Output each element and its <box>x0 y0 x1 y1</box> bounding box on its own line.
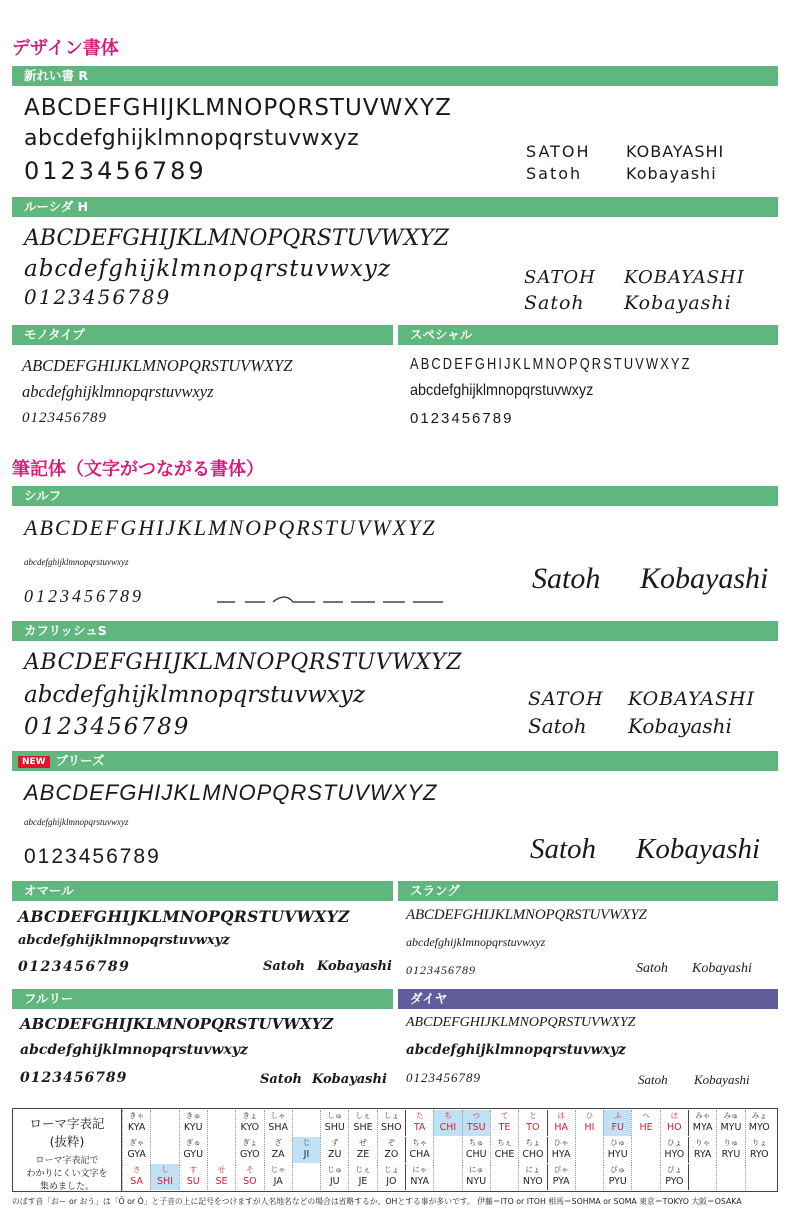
romaji-latin: CHU <box>465 1149 487 1160</box>
romaji-latin: JE <box>358 1176 368 1187</box>
sylph-sample-4: Kobayashi <box>640 562 769 595</box>
romaji-latin: JO <box>386 1176 397 1187</box>
calli-lower: abcdefghijklmnopqrstuvwxyz <box>24 682 366 708</box>
romaji-latin: RYU <box>721 1149 741 1160</box>
romaji-cell <box>462 1164 490 1190</box>
romaji-cell <box>688 1164 716 1190</box>
romaji-cell <box>575 1137 603 1163</box>
special-digits: 0123456789 <box>410 410 514 427</box>
breeze-upper: ABCDEFGHIJKLMNOPQRSTUVWXYZ <box>24 780 438 805</box>
omar-digits: 0123456789 <box>18 959 131 975</box>
mono-digits: 0123456789 <box>22 410 107 426</box>
romaji-latin: CHI <box>439 1122 457 1133</box>
romaji-cell <box>547 1110 575 1136</box>
calli-sample-1: SATOH <box>528 688 604 710</box>
romaji-kana: きょ <box>242 1111 258 1120</box>
romaji-kana: ふ <box>613 1111 622 1120</box>
romaji-latin: SE <box>215 1176 228 1187</box>
romaji-latin: KYA <box>127 1122 146 1133</box>
romaji-cell <box>688 1137 716 1163</box>
romaji-cell <box>150 1110 178 1136</box>
shinrei-digits: 0123456789 <box>24 157 207 185</box>
romaji-cell <box>631 1137 659 1163</box>
romaji-title: ローマ字表記 <box>29 1116 105 1131</box>
romaji-latin: JI <box>303 1149 310 1160</box>
romaji-kana: つ <box>472 1111 480 1120</box>
romaji-kana: きゅ <box>185 1111 201 1120</box>
calli-sample-3: Satoh <box>528 714 587 738</box>
romaji-cell <box>603 1164 631 1190</box>
romaji-kana: にゃ <box>412 1165 428 1174</box>
fullry-sample-4: Kobayashi <box>312 1072 387 1087</box>
romaji-latin: MYA <box>692 1122 713 1133</box>
calli-digits: 0123456789 <box>24 714 191 740</box>
romaji-intro <box>13 1109 122 1191</box>
romaji-latin: ZE <box>356 1149 370 1160</box>
sylph-sample-3: Satoh <box>532 562 601 595</box>
lucida-sample-2: KOBAYASHI <box>624 267 745 288</box>
romaji-kana: ぴょ <box>666 1165 682 1174</box>
romaji-cell <box>660 1137 688 1163</box>
bar-omar: オマール <box>12 881 393 901</box>
romaji-cell <box>320 1110 348 1136</box>
romaji-latin: SHO <box>381 1122 402 1133</box>
bar-sylph: シルフ <box>12 486 778 506</box>
romaji-kana: ちぇ <box>497 1138 513 1147</box>
slang-digits: 0123456789 <box>406 963 476 977</box>
fullry-upper: ABCDEFGHIJKLMNOPQRSTUVWXYZ <box>20 1015 334 1033</box>
slang-upper: ABCDEFGHIJKLMNOPQRSTUVWXYZ <box>406 907 647 923</box>
heading-script-fonts: 筆記体（文字がつながる書体） <box>12 459 264 480</box>
romaji-latin: JA <box>273 1176 283 1187</box>
romaji-latin: GYA <box>127 1149 146 1160</box>
mono-upper: ABCDEFGHIJKLMNOPQRSTUVWXYZ <box>22 356 293 375</box>
romaji-cell <box>631 1110 659 1136</box>
romaji-kana: ちょ <box>525 1138 541 1147</box>
romaji-latin: SHE <box>353 1122 373 1133</box>
romaji-kana: しょ <box>383 1111 399 1120</box>
diana-digits: 0123456789 <box>406 1070 481 1085</box>
romaji-cell <box>207 1164 235 1190</box>
romaji-latin: NYO <box>522 1176 543 1187</box>
romaji-kana: しゅ <box>327 1111 343 1120</box>
mono-lower: abcdefghijklmnopqrstuvwxyz <box>22 382 214 401</box>
romaji-cell <box>207 1110 235 1136</box>
romaji-cell <box>603 1137 631 1163</box>
romaji-cell <box>235 1164 263 1190</box>
romaji-kana: にょ <box>525 1165 541 1174</box>
romaji-latin: MYO <box>748 1122 770 1133</box>
romaji-kana: ひゅ <box>610 1138 626 1147</box>
romaji-cell <box>490 1110 518 1136</box>
romaji-cell <box>433 1137 461 1163</box>
romaji-kana: ちゅ <box>468 1138 484 1147</box>
romaji-cell <box>518 1110 546 1136</box>
romaji-kana: ちゃ <box>412 1138 428 1147</box>
romaji-cell <box>377 1137 405 1163</box>
romaji-latin: MYU <box>720 1122 742 1133</box>
romaji-cell <box>377 1110 405 1136</box>
romaji-kana: す <box>189 1165 197 1174</box>
romaji-cell <box>264 1110 292 1136</box>
shinrei-sample-1: SATOH <box>526 142 591 161</box>
romaji-cell <box>235 1137 263 1163</box>
lucida-upper: ABCDEFGHIJKLMNOPQRSTUVWXYZ <box>24 226 450 251</box>
romaji-kana: ぞ <box>387 1138 396 1147</box>
romaji-kana: ほ <box>670 1111 679 1120</box>
bar-special: スペシャル <box>398 325 778 345</box>
romaji-cell <box>292 1137 320 1163</box>
bar-shinrei: 新れい書 R <box>12 66 778 86</box>
romaji-kana: ず <box>330 1138 339 1147</box>
romaji-latin: FU <box>611 1122 624 1133</box>
romaji-latin: GYU <box>183 1149 204 1160</box>
romaji-latin: HE <box>639 1122 653 1133</box>
romaji-kana: は <box>557 1111 565 1120</box>
romaji-cell <box>235 1110 263 1136</box>
sylph-lower: abcdefghijklmnopqrstuvwxyz <box>24 557 129 567</box>
romaji-latin: RYA <box>693 1149 712 1160</box>
romaji-kana: ぎゃ <box>129 1138 145 1147</box>
romaji-cell <box>547 1137 575 1163</box>
romaji-kana: ひ <box>585 1111 594 1120</box>
romaji-latin: GYO <box>240 1149 260 1160</box>
romaji-latin: RYO <box>749 1149 769 1160</box>
romaji-latin: ZO <box>384 1149 399 1160</box>
special-lower: abcdefghijklmnopqrstuvwxyz <box>410 382 594 399</box>
romaji-cell <box>660 1110 688 1136</box>
shinrei-lower: abcdefghijklmnopqrstuvwxyz <box>24 126 360 151</box>
romaji-kana: し <box>161 1165 169 1174</box>
romaji-latin: TA <box>413 1122 426 1133</box>
romaji-latin: NYU <box>466 1176 487 1187</box>
romaji-cell <box>377 1164 405 1190</box>
romaji-kana: しゃ <box>270 1111 286 1120</box>
romaji-note-3: 集めました。 <box>39 1182 94 1192</box>
romaji-cell <box>716 1164 744 1190</box>
sylph-digits: 0123456789 <box>24 586 144 606</box>
calli-sample-2: KOBAYASHI <box>628 688 756 710</box>
romaji-cell <box>490 1164 518 1190</box>
romaji-latin: ZA <box>271 1149 285 1160</box>
romaji-latin: SHU <box>324 1122 345 1133</box>
omar-upper: ABCDEFGHIJKLMNOPQRSTUVWXYZ <box>18 907 350 926</box>
romaji-kana: りゃ <box>695 1138 711 1147</box>
romaji-cell <box>179 1110 207 1136</box>
romaji-cell <box>518 1137 546 1163</box>
romaji-cell <box>405 1137 433 1163</box>
romaji-kana: ぎょ <box>242 1138 258 1147</box>
romaji-kana: じょ <box>383 1165 399 1174</box>
romaji-cell <box>716 1110 744 1136</box>
romaji-cell <box>462 1137 490 1163</box>
romaji-latin: HI <box>584 1122 595 1133</box>
romaji-cell <box>716 1137 744 1163</box>
romaji-cell <box>575 1164 603 1190</box>
romaji-cell <box>264 1164 292 1190</box>
lucida-sample-4: Kobayashi <box>624 292 732 314</box>
bar-breeze-label: ブリーズ <box>55 753 105 768</box>
romaji-cell <box>150 1137 178 1163</box>
romaji-cell <box>122 1137 150 1163</box>
romaji-cell <box>122 1164 150 1190</box>
lucida-digits: 0123456789 <box>24 285 172 309</box>
romaji-cell <box>150 1164 178 1190</box>
romaji-cell <box>207 1137 235 1163</box>
romaji-cell <box>405 1110 433 1136</box>
shinrei-upper: ABCDEFGHIJKLMNOPQRSTUVWXYZ <box>24 95 452 121</box>
romaji-cell <box>433 1110 461 1136</box>
breeze-lower: abcdefghijklmnopqrstuvwxyz <box>24 817 129 827</box>
romaji-kana: みゃ <box>695 1111 711 1120</box>
bar-lucida: ルーシダ H <box>12 197 778 217</box>
bar-slang: スラング <box>398 881 778 901</box>
breeze-sample-4: Kobayashi <box>636 833 761 865</box>
romaji-latin: SHI <box>156 1176 173 1187</box>
calli-sample-4: Kobayashi <box>628 714 732 738</box>
omar-lower: abcdefghijklmnopqrstuvwxyz <box>18 933 230 948</box>
diana-lower: abcdefghijklmnopqrstuvwxyz <box>406 1042 626 1058</box>
romaji-cell <box>631 1164 659 1190</box>
romaji-kana: りゅ <box>723 1138 739 1147</box>
romaji-subtitle: (抜粋) <box>49 1134 85 1149</box>
fullry-digits: 0123456789 <box>20 1070 128 1086</box>
fullry-sample-3: Satoh <box>260 1072 302 1087</box>
bar-monotype: モノタイプ <box>12 325 393 345</box>
fullry-lower: abcdefghijklmnopqrstuvwxyz <box>20 1042 248 1058</box>
romaji-cell <box>179 1164 207 1190</box>
romaji-cell <box>433 1164 461 1190</box>
breeze-sample-3: Satoh <box>530 833 597 865</box>
romaji-latin: SO <box>243 1176 257 1187</box>
bar-calli: カフリッシュS <box>12 621 778 641</box>
romaji-kana: ぎゅ <box>185 1138 201 1147</box>
romaji-latin: CHE <box>494 1149 515 1160</box>
romaji-kana: ぜ <box>359 1138 367 1147</box>
romaji-cell <box>348 1110 376 1136</box>
romaji-latin: CHO <box>522 1149 544 1160</box>
romaji-latin: KYO <box>240 1122 260 1133</box>
romaji-cell <box>292 1164 320 1190</box>
romaji-kana: みょ <box>751 1111 767 1120</box>
romaji-cell <box>547 1164 575 1190</box>
romaji-cell <box>264 1137 292 1163</box>
romaji-kana: さ <box>132 1165 141 1174</box>
lucida-sample-3: Satoh <box>524 292 585 314</box>
romaji-cell <box>660 1164 688 1190</box>
romaji-note-2: わかりにくい文字を <box>26 1169 108 1179</box>
romaji-kana: じゅ <box>327 1165 343 1174</box>
romaji-kana: りょ <box>751 1138 767 1147</box>
romaji-cell <box>320 1164 348 1190</box>
bar-diana: ダイヤ <box>398 989 778 1009</box>
bar-fullry: フルリー <box>12 989 393 1009</box>
slang-lower: abcdefghijklmnopqrstuvwxyz <box>406 935 546 949</box>
romaji-cell <box>462 1110 490 1136</box>
romaji-cell <box>745 1164 773 1190</box>
romaji-cell <box>122 1110 150 1136</box>
diana-upper: ABCDEFGHIJKLMNOPQRSTUVWXYZ <box>406 1015 636 1030</box>
bar-breeze <box>12 751 778 771</box>
romaji-cell <box>490 1137 518 1163</box>
sylph-connector-strokes <box>215 590 447 608</box>
romaji-kana: にゅ <box>468 1165 484 1174</box>
romaji-cell <box>405 1164 433 1190</box>
omar-sample-4: Kobayashi <box>317 959 392 974</box>
romaji-latin: TO <box>526 1122 540 1133</box>
romaji-cell <box>575 1110 603 1136</box>
romaji-kana: みゅ <box>723 1111 739 1120</box>
footnote: のばす音「おー or おう」は「Ō or Ô」と子音の上に記号をつけますが人名地名などの場合は省略するか、OHとする事が多いです。 伊藤＝ITO or ITOH 相馬＝SOHMA or SOMA 東京＝TOKYO 大阪＝OSAKA <box>12 1197 742 1206</box>
romaji-kana: ざ <box>274 1138 282 1147</box>
romaji-kana: しぇ <box>355 1111 371 1120</box>
lucida-sample-1: SATOH <box>524 267 596 288</box>
romaji-latin: HA <box>554 1122 568 1133</box>
calli-upper: ABCDEFGHIJKLMNOPQRSTUVWXYZ <box>24 650 463 675</box>
romaji-kana: ぴゅ <box>610 1165 626 1174</box>
romaji-latin: PYU <box>608 1176 627 1187</box>
romaji-cell <box>518 1164 546 1190</box>
romaji-latin: JU <box>329 1176 340 1187</box>
romaji-cell <box>292 1110 320 1136</box>
lucida-lower: abcdefghijklmnopqrstuvwxyz <box>24 256 392 282</box>
heading-design-fonts: デザイン書体 <box>12 38 119 59</box>
romaji-kana: と <box>529 1111 537 1120</box>
romaji-latin: HO <box>667 1122 682 1133</box>
romaji-cell <box>745 1137 773 1163</box>
shinrei-sample-3: Satoh <box>526 164 583 183</box>
romaji-latin: KYU <box>183 1122 203 1133</box>
romaji-kana: へ <box>642 1111 650 1120</box>
romaji-kana: ひゃ <box>553 1138 569 1147</box>
romaji-latin: CHA <box>409 1149 430 1160</box>
romaji-latin: ZU <box>328 1149 342 1160</box>
shinrei-sample-2: KOBAYASHI <box>626 142 725 161</box>
romaji-cell <box>745 1110 773 1136</box>
romaji-latin: HYA <box>551 1149 571 1160</box>
omar-sample-3: Satoh <box>263 959 305 974</box>
romaji-cell <box>348 1164 376 1190</box>
slang-sample-3: Satoh <box>636 961 668 976</box>
romaji-latin: SHA <box>268 1122 288 1133</box>
romaji-latin: HYO <box>664 1149 685 1160</box>
romaji-kana: じ <box>302 1138 311 1147</box>
sylph-upper: ABCDEFGHIJKLMNOPQRSTUVWXYZ <box>24 515 437 540</box>
romaji-kana: ひょ <box>666 1138 682 1147</box>
romaji-kana: た <box>415 1111 424 1120</box>
romaji-cell <box>603 1110 631 1136</box>
breeze-digits: 0123456789 <box>24 845 161 868</box>
romaji-note-1: ローマ字表記で <box>35 1156 99 1166</box>
romaji-kana: じぇ <box>355 1165 371 1174</box>
diana-sample-3: Satoh <box>638 1072 668 1087</box>
romaji-kana: せ <box>217 1165 226 1174</box>
romaji-latin: SA <box>130 1176 143 1187</box>
shinrei-sample-4: Kobayashi <box>626 164 717 183</box>
romaji-cell <box>348 1137 376 1163</box>
new-badge: NEW <box>18 756 50 768</box>
romaji-latin: HYU <box>607 1149 628 1160</box>
romaji-latin: TE <box>498 1122 511 1133</box>
diana-sample-4: Kobayashi <box>694 1072 750 1087</box>
romaji-latin: PYA <box>552 1176 570 1187</box>
romaji-cell <box>320 1137 348 1163</box>
romaji-latin: TSU <box>466 1122 486 1133</box>
romaji-kana: じゃ <box>270 1165 286 1174</box>
slang-sample-4: Kobayashi <box>692 961 752 976</box>
special-upper: ABCDEFGHIJKLMNOPQRSTUVWXYZ <box>410 356 692 373</box>
romaji-latin: SU <box>186 1176 200 1187</box>
romaji-cell <box>179 1137 207 1163</box>
romaji-kana: ぴゃ <box>553 1165 569 1174</box>
romaji-latin: PYO <box>665 1176 684 1187</box>
romaji-table <box>12 1108 778 1192</box>
romaji-kana: そ <box>246 1165 254 1174</box>
romaji-kana: きゃ <box>129 1111 145 1120</box>
romaji-kana: ち <box>444 1111 452 1120</box>
romaji-latin: NYA <box>410 1176 429 1187</box>
romaji-cell <box>688 1110 716 1136</box>
romaji-kana: て <box>500 1111 509 1120</box>
